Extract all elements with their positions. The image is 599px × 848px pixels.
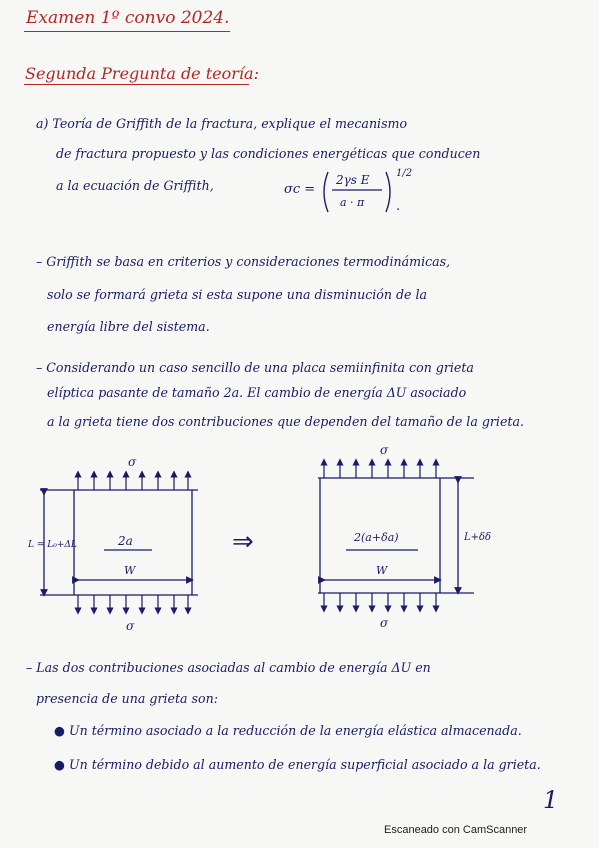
question-line-1: a) Teoría de Griffith de la fractura, explique el mecanismo (36, 116, 408, 131)
left-bottom-stress-arrows (78, 595, 188, 611)
formula-numerator: 2γs E (336, 173, 370, 187)
left-top-stress-arrows (78, 474, 188, 490)
formula-exponent: 1/2 (396, 168, 413, 179)
formula-dot: . (396, 199, 401, 214)
left-length-label: L = L₀+ΔL (28, 540, 77, 550)
left-sigma-top: σ (128, 455, 137, 469)
left-crack-label: 2a (118, 534, 133, 548)
griffith-diagram (28, 440, 498, 640)
paragraph-2-line-1: – Considerando un caso sencillo de una placa semiinfinita con grieta (36, 360, 474, 375)
paragraph-3-line-2: presencia de una grieta son: (36, 691, 218, 706)
page-number (540, 784, 562, 814)
left-sigma-bottom: σ (126, 619, 135, 633)
paragraph-1-line-2: solo se formará grieta si esta supone una disminución de la (47, 287, 428, 302)
question-line-2: de fractura propuesto y las condiciones energéticas que conducen (56, 146, 481, 161)
right-sigma-bottom: σ (380, 616, 389, 630)
bullet-item-2: ● Un término debido al aumento de energía superficial asociado a la grieta. (54, 757, 541, 772)
paragraph-3-line-1: – Las dos contribuciones asociadas al cambio de energía ΔU en (26, 660, 431, 675)
right-bottom-stress-arrows (324, 593, 436, 609)
formula-denominator: a · π (340, 196, 365, 209)
paragraph-1-line-1: – Griffith se basa en criterios y consideraciones termodinámicas, (36, 254, 451, 269)
subtitle-underline (24, 84, 249, 85)
page-number-text: 1 (543, 786, 559, 814)
paragraph-2-line-2: elíptica pasante de tamaño 2a. El cambio de energía ΔU asociado (47, 385, 467, 400)
section-subtitle: Segunda Pregunta de teoría: (25, 64, 259, 83)
paragraph-2-line-3: a la grieta tiene dos contribuciones que dependen del tamaño de la grieta. (47, 414, 524, 429)
exam-title: Examen 1º convo 2024. (26, 8, 230, 28)
formula-lhs: σc = (284, 182, 316, 197)
paragraph-1-line-3: energía libre del sistema. (47, 319, 210, 334)
question-line-3: a la ecuación de Griffith, (56, 178, 214, 193)
griffith-formula (284, 162, 434, 218)
right-sigma-top: σ (380, 443, 389, 457)
right-width-label: W (376, 564, 388, 577)
camscanner-footer: Escaneado con CamScanner (384, 824, 528, 836)
right-crack-label: 2(a+δa) (354, 531, 399, 544)
right-length-label: L+δδ (464, 532, 492, 543)
left-width-label: W (124, 564, 136, 577)
right-top-stress-arrows (324, 462, 436, 478)
title-underline (24, 31, 230, 32)
bullet-item-1: ● Un término asociado a la reducción de la energía elástica almacenada. (54, 723, 522, 738)
transition-arrow: ⇒ (232, 527, 254, 557)
